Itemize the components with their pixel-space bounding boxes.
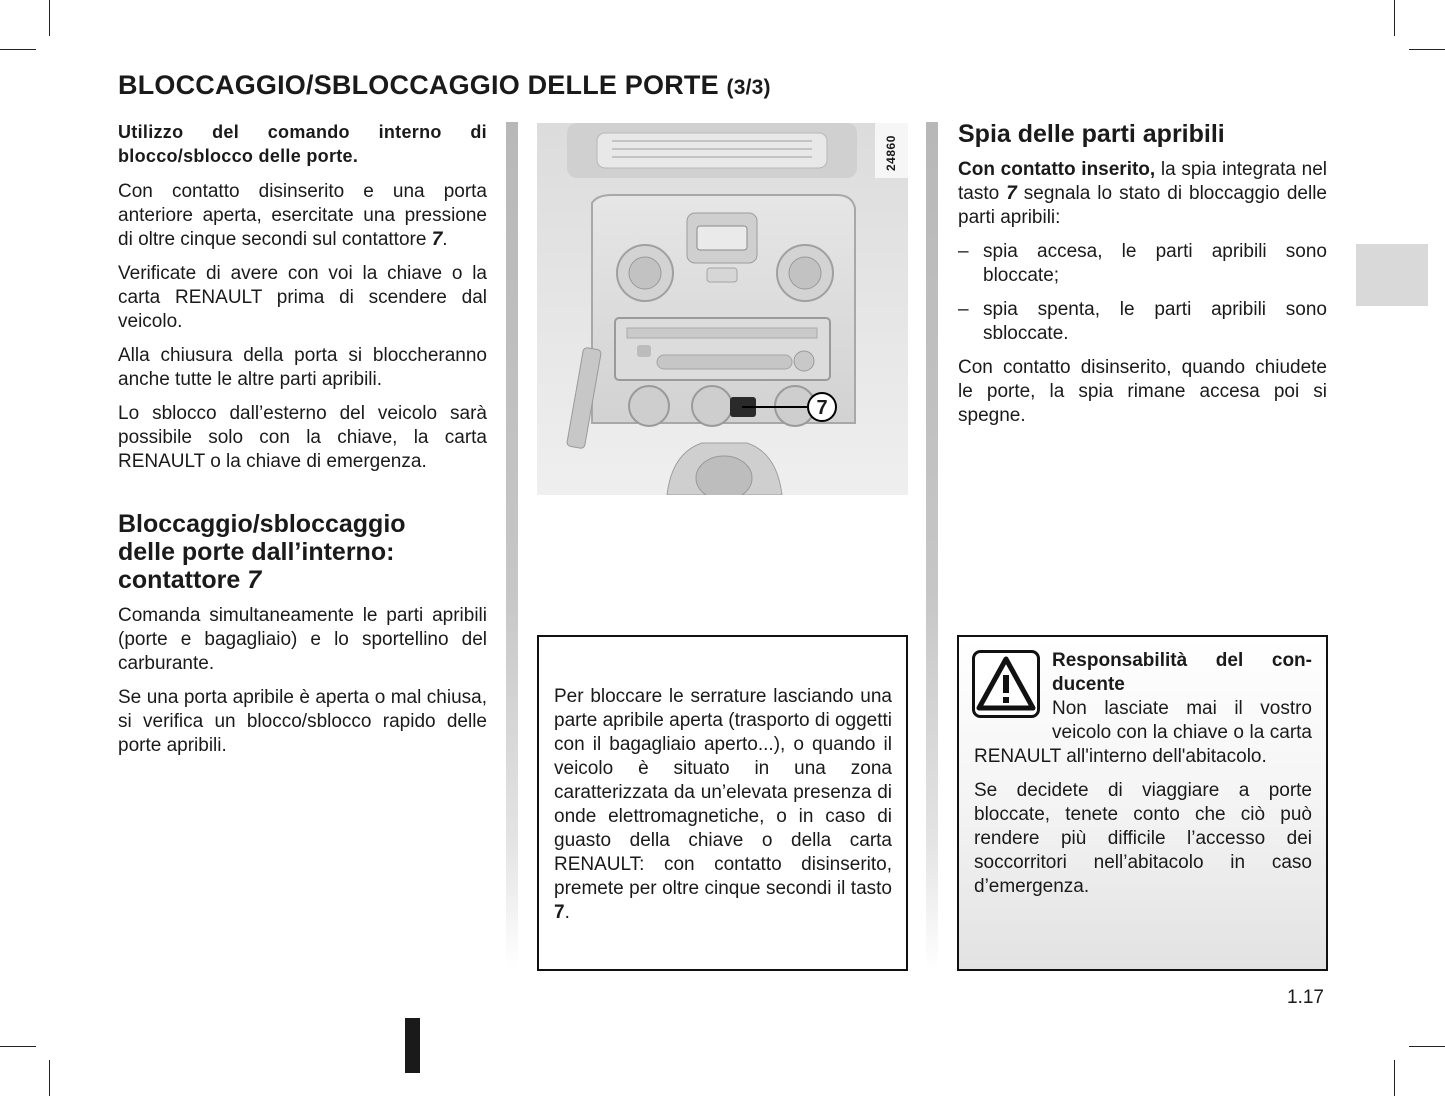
section-heading-line: delle porte dall’interno: — [118, 538, 395, 566]
crop-mark — [49, 1060, 50, 1096]
crop-mark — [1394, 1060, 1395, 1096]
page-title-main: BLOCCAGGIO/SBLOCCAGGIO DELLE PORTE — [118, 70, 719, 100]
column-separator — [926, 122, 938, 970]
crop-mark — [0, 49, 36, 50]
warning-box — [957, 635, 1328, 971]
dashboard-photo — [537, 123, 908, 495]
page-number: 1.17 — [1287, 987, 1324, 1008]
paragraph: Lo sblocco dall’esterno del veicolo sarà possibile solo con la chiave, la carta RENAULT o la chiave di emergenza. — [118, 403, 487, 472]
paragraph: Se una porta apribile è aperta o mal chiusa, si verifica un blocco/sblocco rapido delle porte apribili. — [118, 687, 487, 756]
warning-paragraph: Non lasciate mai il vostro veicolo con la chiave o la carta RENAULT all'interno dell'abitacolo. — [974, 698, 1312, 767]
reference-number: 7 — [247, 566, 262, 594]
paragraph-text: segnala lo stato di bloccaggio delle parti apribili: — [958, 183, 1327, 228]
paragraph-end: . — [442, 229, 448, 250]
paragraph-text: la spia integrata nel tasto — [958, 159, 1327, 204]
section-heading-text: contattore — [118, 566, 248, 594]
section-heading-line — [118, 566, 487, 594]
note-end: . — [564, 902, 570, 923]
list-item-text: spia accesa, le parti apribili sono bloccate; — [983, 241, 1327, 286]
list-item-text: spia spenta, le parti apribili sono sbloccate. — [983, 299, 1327, 344]
registration-bar — [405, 1018, 420, 1073]
paragraph-text: Con contatto disinserito e una porta anteriore aperta, esercitate una pressione di oltre cinque secondi sul contattore — [118, 181, 487, 250]
figure-code-text: 24860 — [884, 135, 898, 171]
paragraph: Con contatto disinserito, quando chiudete le porte, la spia rimane accesa poi si spegne. — [958, 357, 1327, 426]
dash-bullet: – — [958, 241, 969, 262]
paragraph — [958, 158, 1327, 230]
section-heading-line: Bloccaggio/sbloccaggio — [118, 510, 406, 538]
crop-mark — [1394, 0, 1395, 36]
crop-mark — [1409, 49, 1445, 50]
reference-number: 7 — [1006, 183, 1017, 204]
list-item — [958, 240, 1327, 288]
reference-number: 7 — [431, 229, 443, 250]
crop-mark — [49, 0, 50, 36]
warning-paragraph: Se decidete di viaggiare a porte bloccate, tenete conto che ciò può rendere più difficile l’accesso dei soccorritori nell’abitacolo in caso d’emergenza. — [974, 780, 1312, 897]
page-title — [118, 70, 771, 101]
dash-bullet: – — [958, 299, 969, 320]
note-text — [554, 685, 892, 925]
figure-callout-label: 7 — [816, 397, 828, 419]
paragraph: Alla chiusura della porta si bloccheranno anche tutte le altre parti apribili. — [118, 345, 487, 390]
intro-heading: Utilizzo del comando interno di blocco/sblocco delle porte. — [118, 122, 487, 166]
paragraph-lead: Con contatto inserito, — [958, 159, 1156, 180]
warning-triangle-icon — [972, 650, 1040, 718]
paragraph: Comanda simultaneamente le parti apribili (porte e bagagliaio) e lo sportellino del carburante. — [118, 605, 487, 674]
chapter-tab — [1356, 244, 1428, 306]
section-heading — [118, 510, 487, 594]
crop-mark — [0, 1046, 36, 1047]
section-heading: Spia delle parti apribili — [958, 120, 1225, 148]
figure-code — [881, 131, 903, 173]
column-separator — [506, 122, 518, 970]
page-title-suffix: (3/3) — [726, 76, 771, 99]
right-column — [958, 120, 1327, 438]
warning-title: Responsabilità del conducente — [1052, 650, 1312, 695]
dashboard-illustration — [537, 123, 908, 495]
paragraph — [118, 180, 487, 252]
note-body: Per bloccare le serrature lasciando una parte apribile aperta (trasporto di oggetti con il bagagliaio aperto...), o quando il veicolo è situato in una zona caratterizzata da un’elevata presenza di onde elettromagnetiche, o in caso di guasto della chiave o della carta RENAULT: con contatto disinserito, premete per oltre cinque secondi il tasto — [554, 686, 892, 899]
paragraph: Verificate di avere con voi la chiave o la carta RENAULT prima di scendere dal veicolo. — [118, 263, 487, 332]
list-item — [958, 298, 1327, 346]
reference-number: 7 — [554, 902, 565, 923]
note-box — [537, 635, 908, 971]
crop-mark — [1409, 1046, 1445, 1047]
left-column — [118, 120, 487, 768]
